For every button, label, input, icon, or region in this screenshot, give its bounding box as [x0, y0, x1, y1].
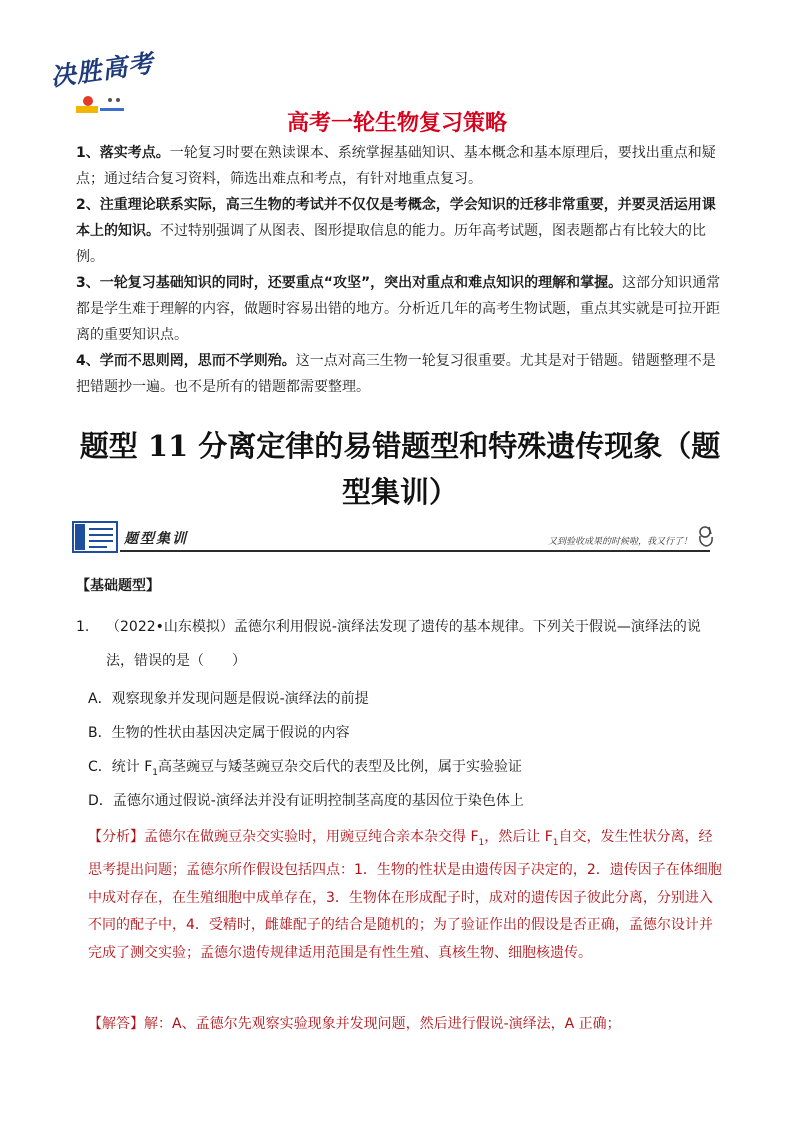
option-c: C．统计 $F_1$高茎豌豆与矮茎豌豆杂交后代的表型及比例，属于实验验证 — [88, 759, 523, 778]
section-banner — [72, 520, 720, 556]
option-b: B．生物的性状由基因决定属于假说的内容 — [88, 725, 350, 741]
question-number: 1. — [76, 619, 90, 635]
strategy-item: 1、落实考点。一轮复习时要在熟读课本、系统掌握基础知识、基本概念和基本原理后，要找出重点和疑点；通过结合复习资料，筛选出难点和考点，有针对地重点复习。 — [76, 145, 716, 187]
book-icon — [72, 520, 118, 554]
banner-slogan: 又到验收成果的时候啦，我又行了！ — [547, 537, 692, 547]
strategy-item: 3、一轮复习基础知识的同时，还要重点“攻坚”，突出对重点和难点知识的理解和掌握。这部分知识通常都是学生难于理解的内容，做题时容易出错的地方。分析近几年的高考生物试题，重点其实就是可拉开距离的重要知识点。 — [76, 275, 721, 343]
option-d: D．孟德尔通过假说-演绎法并没有证明控制茎高度的基因位于染色体上 — [88, 793, 524, 809]
strategy-item: 4、学而不思则罔，思而不学则殆。这一点对高三生物一轮复习很重要。尤其是对于错题。错题整理不是把错题抄一遍。也不是所有的错题都需要整理。 — [76, 353, 716, 395]
logo-text: 决胜高考 — [48, 48, 156, 92]
question — [76, 610, 724, 678]
section-heading: 【基础题型】 — [76, 578, 160, 594]
banner-divider — [120, 550, 710, 552]
analysis-block: 【分析】孟德尔在做豌豆杂交实验时，用豌豆纯合亲本杂交得 $F_1$，然后让 $F_1$自交，发生性状分离，经思考提出问题；孟德尔所作假设包括四点：1．生物的性状是由遗传因子决定的，2．遗传因子在体细胞中成对存在，在生殖细胞中成单存在，3．生物体在形成配子时，成对的遗传因子彼此分离，分别进入不同的配子中，4．受精时，雌雄配子的结合是随机的；为了验证作出的假设是否正确，孟德尔设计并完成了测交实验；孟德尔遗传规律适用范围是有性生殖、真核生物、细胞核遗传。 — [88, 829, 722, 961]
answer-block: 【解答】解：A、孟德尔先观察实验现象并发现问题，然后进行假说-演绎法，A 正确； — [88, 1016, 621, 1032]
option-list — [88, 682, 524, 818]
strategy-list — [76, 140, 724, 400]
question-stem: （2022•山东模拟）孟德尔利用假说-演绎法发现了遗传的基本规律。下列关于假说—演绎法的说法，错误的是（ ） — [106, 619, 701, 669]
analysis-tag: 【分析】 — [88, 829, 144, 845]
option-a: A．观察现象并发现问题是假说-演绎法的前提 — [88, 691, 369, 707]
ok-hand-icon — [696, 524, 716, 548]
banner-label: 题型集训 — [124, 531, 188, 547]
strategy-item: 2、注重理论联系实际，高三生物的考试并不仅仅是考概念，学会知识的迁移非常重要，并要灵活运用课本上的知识。不过特别强调了从图表、图形提取信息的能力。历年高考试题，图表题都占有比较大的比例。 — [76, 197, 716, 265]
main-title: 题型 11 分离定律的易错题型和特殊遗传现象（题型集训） — [79, 429, 721, 509]
doc-title: 高考一轮生物复习策略 — [286, 111, 507, 136]
answer-tag: 【解答】 — [88, 1016, 144, 1032]
